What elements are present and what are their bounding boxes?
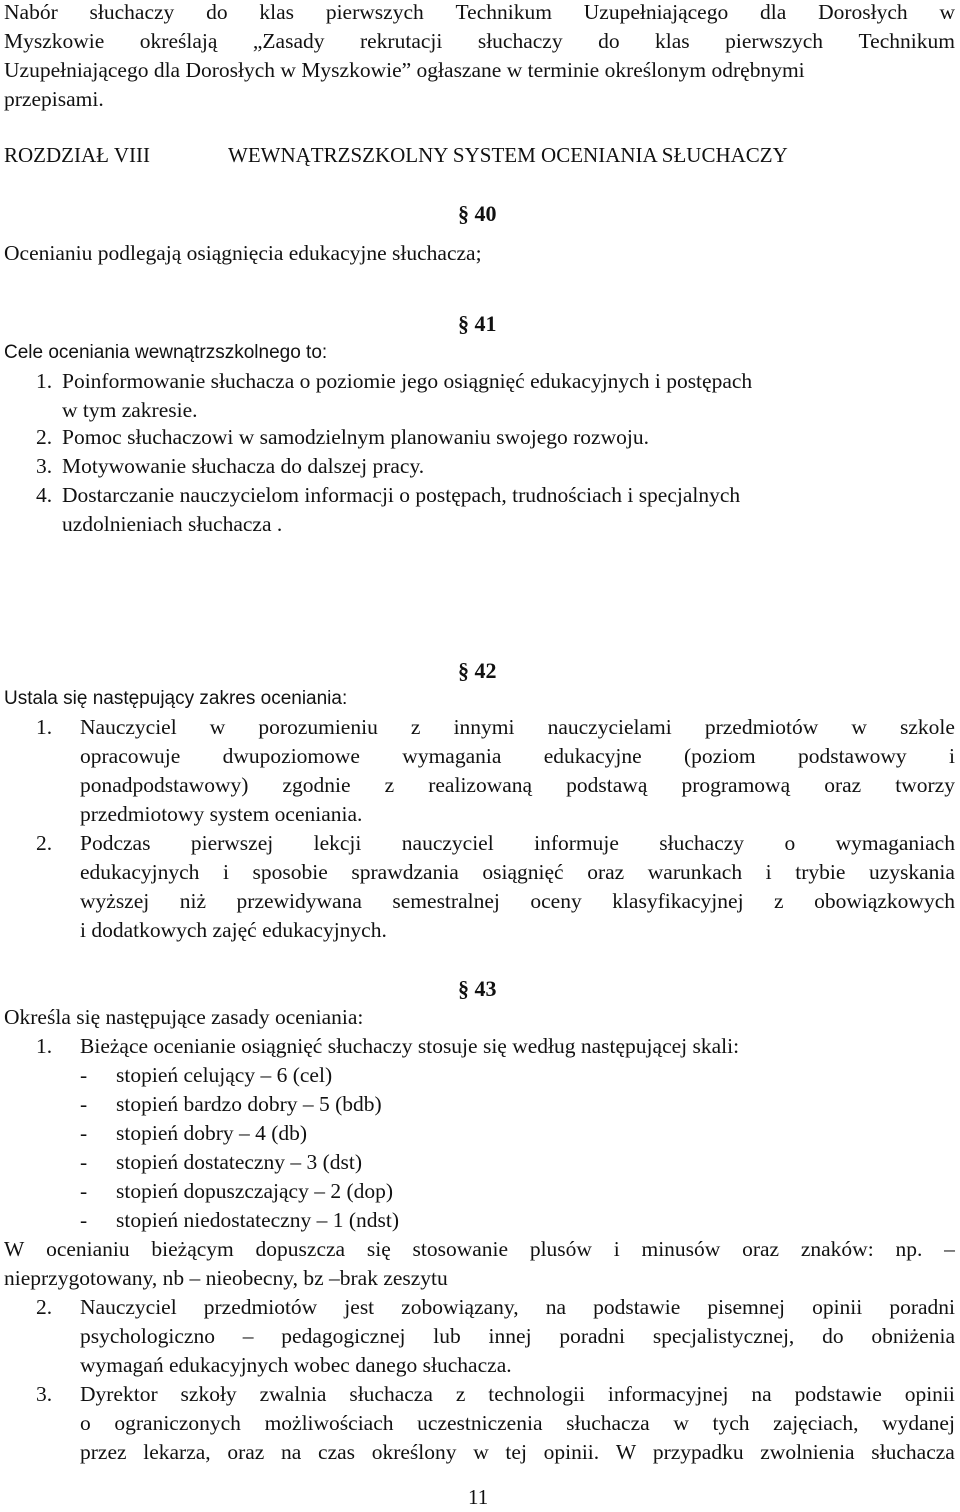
intro-line-1: Nabór słuchaczy do klas pierwszych Technikum Uzupełniającego dla Dorosłych w	[4, 0, 955, 24]
scale-dash: -	[80, 1208, 88, 1232]
list-number: 1.	[36, 369, 53, 393]
scale-item: stopień bardzo dobry – 5 (bdb)	[116, 1092, 382, 1116]
note-line-1: W ocenianiu bieżącym dopuszcza się stosowanie plusów i minusów oraz znaków: np. –	[4, 1237, 955, 1261]
list-number: 2.	[36, 425, 53, 449]
scale-item: stopień celujący – 6 (cel)	[116, 1063, 333, 1087]
list-item-text: przez lekarza, oraz na czas określony w tej opinii. W przypadku zwolnienia słuchacza	[80, 1440, 955, 1464]
section-41-intro: Cele oceniania wewnątrzszkolnego to:	[4, 342, 328, 363]
intro-line-2: Myszkowie określają „Zasady rekrutacji słuchaczy do klas pierwszych Technikum	[4, 29, 955, 53]
list-item-text: opracowuje dwupoziomowe wymagania edukacyjne (poziom podstawowy i	[80, 744, 955, 768]
list-item-text: ponadpodstawowy) zgodnie z realizowaną podstawą programową oraz tworzy	[80, 773, 955, 797]
section-43-intro: Określa się następujące zasady oceniania:	[4, 1005, 364, 1029]
list-number: 1.	[36, 715, 53, 739]
list-item-text: Bieżące ocenianie osiągnięć słuchaczy stosuje się według następującej skali:	[80, 1034, 740, 1058]
list-number: 2.	[36, 1295, 53, 1319]
list-number: 3.	[36, 454, 53, 478]
list-item-text: Nauczyciel w porozumieniu z innymi nauczycielami przedmiotów w szkole	[80, 715, 955, 739]
list-item-text: o ograniczonych możliwościach uczestniczenia słuchacza w tych zajęciach, wydanej	[80, 1411, 955, 1435]
scale-dash: -	[80, 1063, 88, 1087]
scale-dash: -	[80, 1092, 88, 1116]
scale-dash: -	[80, 1150, 88, 1174]
chapter-title: WEWNĄTRZSZKOLNY SYSTEM OCENIANIA SŁUCHACZY	[228, 143, 788, 167]
list-item-text: Pomoc słuchaczowi w samodzielnym planowaniu swojego rozwoju.	[62, 425, 649, 449]
list-number: 3.	[36, 1382, 53, 1406]
section-42-intro: Ustala się następujący zakres oceniania:	[4, 688, 348, 709]
list-item-text: przedmiotowy system oceniania.	[80, 802, 363, 826]
list-item-text: uzdolnieniach słuchacza .	[62, 512, 283, 536]
list-item-text: Motywowanie słuchacza do dalszej pracy.	[62, 454, 425, 478]
list-item-text: Poinformowanie słuchacza o poziomie jego osiągnięć edukacyjnych i postępach	[62, 369, 753, 393]
intro-line-3: Uzupełniającego dla Dorosłych w Myszkowie” ogłaszane w terminie określonym odrębnymi	[4, 58, 805, 82]
chapter-label: ROZDZIAŁ VIII	[4, 143, 150, 167]
section-41-heading: § 41	[458, 311, 497, 336]
list-item-text: edukacyjnych i sposobie sprawdzania osiągnięć oraz warunkach i trybie uzyskania	[80, 860, 955, 884]
list-item-text: i dodatkowych zajęć edukacyjnych.	[80, 918, 387, 942]
list-item-text: Podczas pierwszej lekcji nauczyciel informuje słuchaczy o wymaganiach	[80, 831, 955, 855]
section-40-heading: § 40	[458, 201, 497, 226]
scale-item: stopień dostateczny – 3 (dst)	[116, 1150, 363, 1174]
note-line-2: nieprzygotowany, nb – nieobecny, bz –brak zeszytu	[4, 1266, 448, 1290]
intro-line-4: przepisami.	[4, 87, 104, 111]
list-item-text: Nauczyciel przedmiotów jest zobowiązany, na podstawie pisemnej opinii poradni	[80, 1295, 955, 1319]
scale-item: stopień dopuszczający – 2 (dop)	[116, 1179, 394, 1203]
list-number: 2.	[36, 831, 53, 855]
scale-item: stopień dobry – 4 (db)	[116, 1121, 308, 1145]
list-item-text: Dostarczanie nauczycielom informacji o postępach, trudnościach i specjalnych	[62, 483, 741, 507]
list-item-text: psychologiczno – pedagogicznej lub innej poradni specjalistycznej, do obniżenia	[80, 1324, 955, 1348]
list-item-text: w tym zakresie.	[62, 398, 198, 422]
section-40-text: Ocenianiu podlegają osiągnięcia edukacyjne słuchacza;	[4, 241, 482, 265]
list-item-text: wyższej niż przewidywana semestralnej oceny klasyfikacyjnej z obowiązkowych	[80, 889, 955, 913]
scale-dash: -	[80, 1121, 88, 1145]
page-number: 11	[468, 1485, 489, 1509]
section-42-heading: § 42	[458, 658, 497, 683]
section-43-heading: § 43	[458, 976, 497, 1001]
list-number: 4.	[36, 483, 53, 507]
scale-item: stopień niedostateczny – 1 (ndst)	[116, 1208, 400, 1232]
scale-dash: -	[80, 1179, 88, 1203]
list-item-text: wymagań edukacyjnych wobec danego słuchacza.	[80, 1353, 512, 1377]
list-item-text: Dyrektor szkoły zwalnia słuchacza z technologii informacyjnej na podstawie opinii	[80, 1382, 955, 1406]
list-number: 1.	[36, 1034, 53, 1058]
